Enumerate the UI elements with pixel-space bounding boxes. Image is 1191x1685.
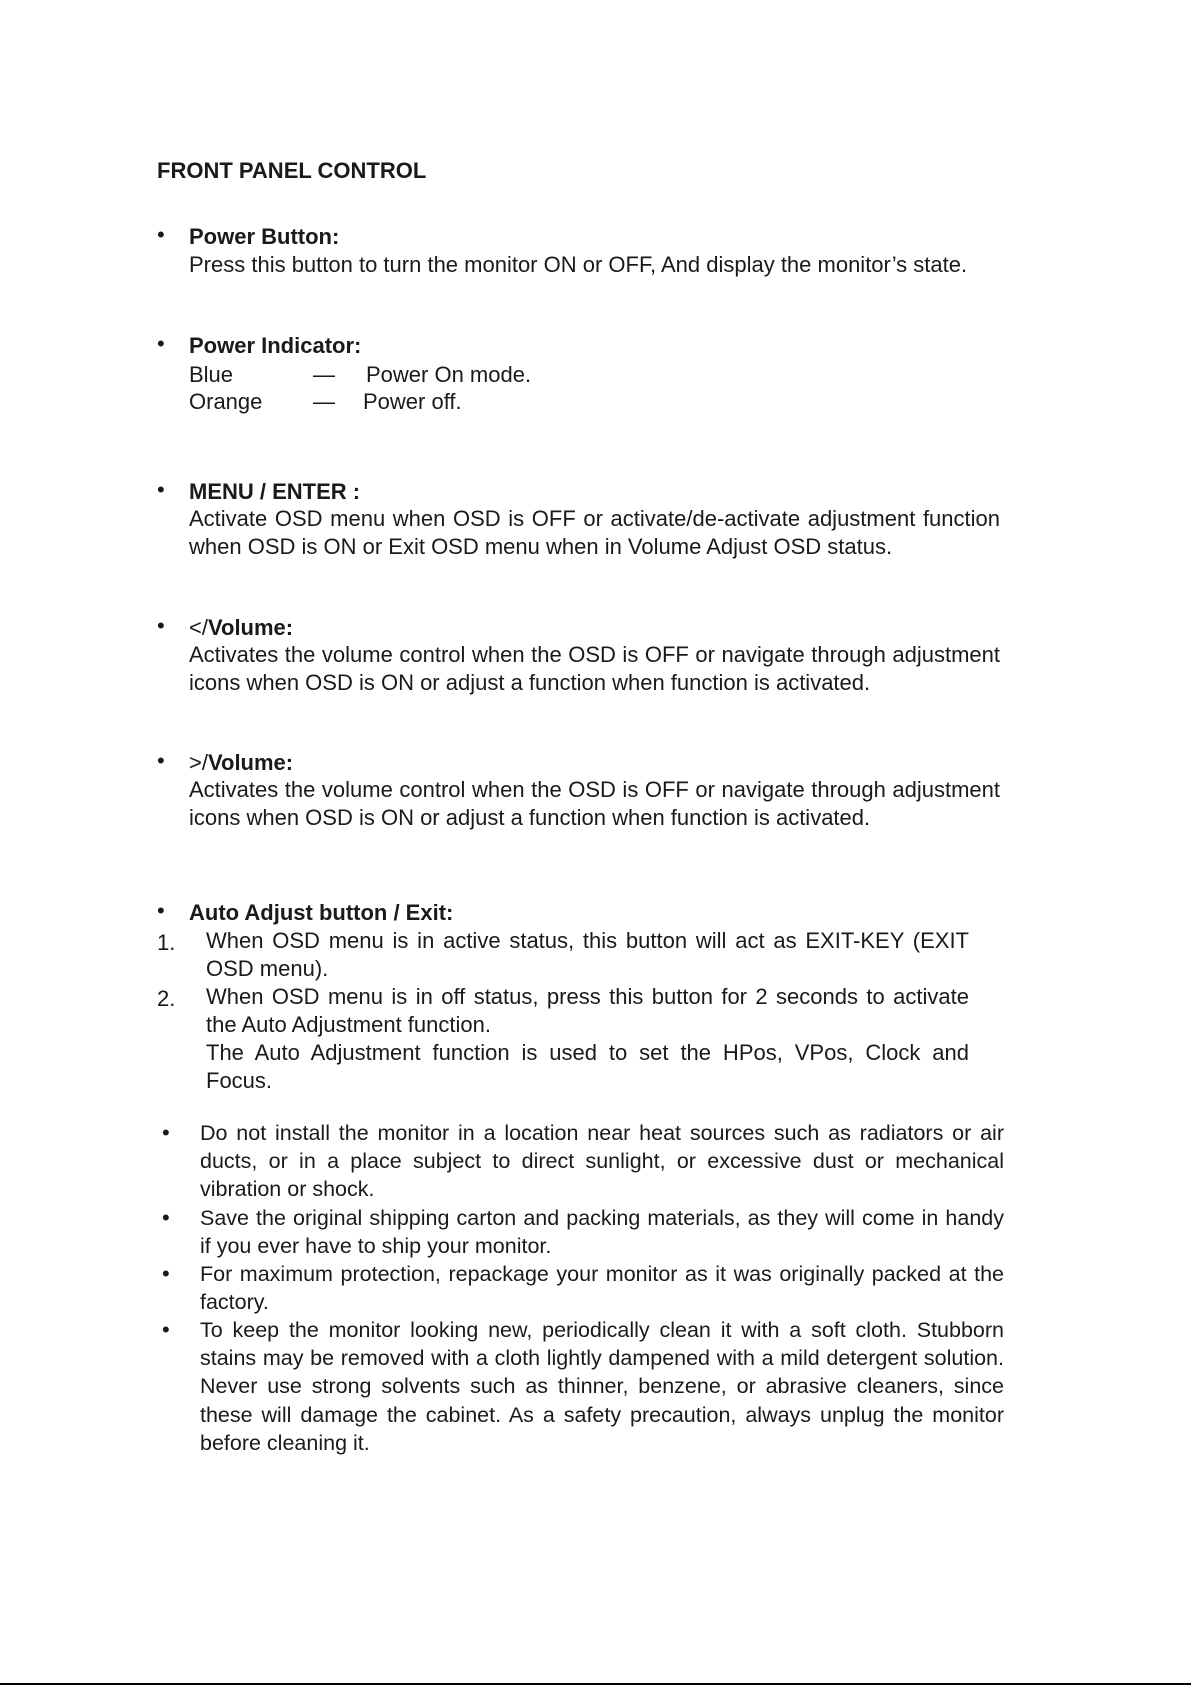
caution-2: Save the original shipping carton and packing materials, as they will come in handy if you ever have to ship your monitor. bbox=[200, 1206, 1004, 1259]
auto-adjust-item-1: When OSD menu is in active status, this button will act as EXIT-KEY (EXIT OSD menu). bbox=[206, 928, 969, 981]
power-indicator-heading: Power Indicator: bbox=[189, 333, 362, 358]
volume-right-label: Volume: bbox=[207, 750, 294, 775]
volume-left-heading bbox=[189, 615, 293, 641]
list-number: 1. bbox=[157, 930, 176, 955]
auto-adjust-heading: Auto Adjust button / Exit: bbox=[189, 900, 454, 925]
indicator-dash: — bbox=[313, 362, 335, 387]
indicator-color-orange: Orange bbox=[189, 389, 263, 414]
volume-right-description: Activates the volume control when the OSD is OFF or navigate through adjustment icons when OSD is ON or adjust a function when function is activated. bbox=[189, 777, 1000, 830]
bullet: • bbox=[162, 1205, 170, 1230]
bullet: • bbox=[157, 613, 165, 638]
volume-left-description: Activates the volume control when the OSD is OFF or navigate through adjustment icons when OSD is ON or adjust a function when function is activated. bbox=[189, 642, 1000, 695]
bullet: • bbox=[157, 748, 165, 773]
bullet: • bbox=[157, 222, 165, 247]
caution-4: To keep the monitor looking new, periodically clean it with a soft cloth. Stubborn stains may be removed with a cloth lightly dampened with a mild detergent solution. Never use strong solvents such as thinner, benzene, or abrasive cleaners, since these will damage the cabinet. As a safety precaution, always unplug the monitor before cleaning it. bbox=[200, 1318, 1004, 1455]
bullet: • bbox=[157, 331, 165, 356]
indicator-dash: — bbox=[313, 389, 335, 414]
bullet: • bbox=[157, 477, 165, 502]
volume-left-prefix: </ bbox=[189, 615, 208, 640]
list-number: 2. bbox=[157, 986, 176, 1011]
auto-adjust-item-2: When OSD menu is in off status, press this button for 2 seconds to activate the Auto Adjustment function. bbox=[206, 984, 969, 1037]
page-title: FRONT PANEL CONTROL bbox=[157, 158, 427, 183]
indicator-meaning-off: Power off. bbox=[363, 389, 462, 414]
power-button-description: Press this button to turn the monitor ON or OFF, And display the monitor’s state. bbox=[189, 252, 968, 277]
bullet: • bbox=[162, 1261, 170, 1286]
menu-enter-description: Activate OSD menu when OSD is OFF or activate/de-activate adjustment function when OSD is ON or Exit OSD menu when in Volume Adjust OSD status. bbox=[189, 506, 1000, 559]
volume-right-heading bbox=[189, 750, 293, 776]
volume-right-prefix: >/ bbox=[189, 750, 208, 775]
indicator-color-blue: Blue bbox=[189, 362, 234, 387]
indicator-meaning-on: Power On mode. bbox=[366, 362, 532, 387]
auto-adjust-note: The Auto Adjustment function is used to set the HPos, VPos, Clock and Focus. bbox=[206, 1040, 969, 1093]
caution-3: For maximum protection, repackage your monitor as it was originally packed at the factory. bbox=[200, 1262, 1004, 1315]
menu-enter-heading: MENU / ENTER : bbox=[189, 479, 361, 504]
caution-1: Do not install the monitor in a location near heat sources such as radiators or air ducts, or in a place subject to direct sunlight, or excessive dust or mechanical vibration or shock. bbox=[200, 1121, 1004, 1202]
bullet: • bbox=[162, 1120, 170, 1145]
power-button-heading: Power Button: bbox=[189, 224, 340, 249]
bullet: • bbox=[157, 898, 165, 923]
bullet: • bbox=[162, 1317, 170, 1342]
volume-left-label: Volume: bbox=[207, 615, 294, 640]
